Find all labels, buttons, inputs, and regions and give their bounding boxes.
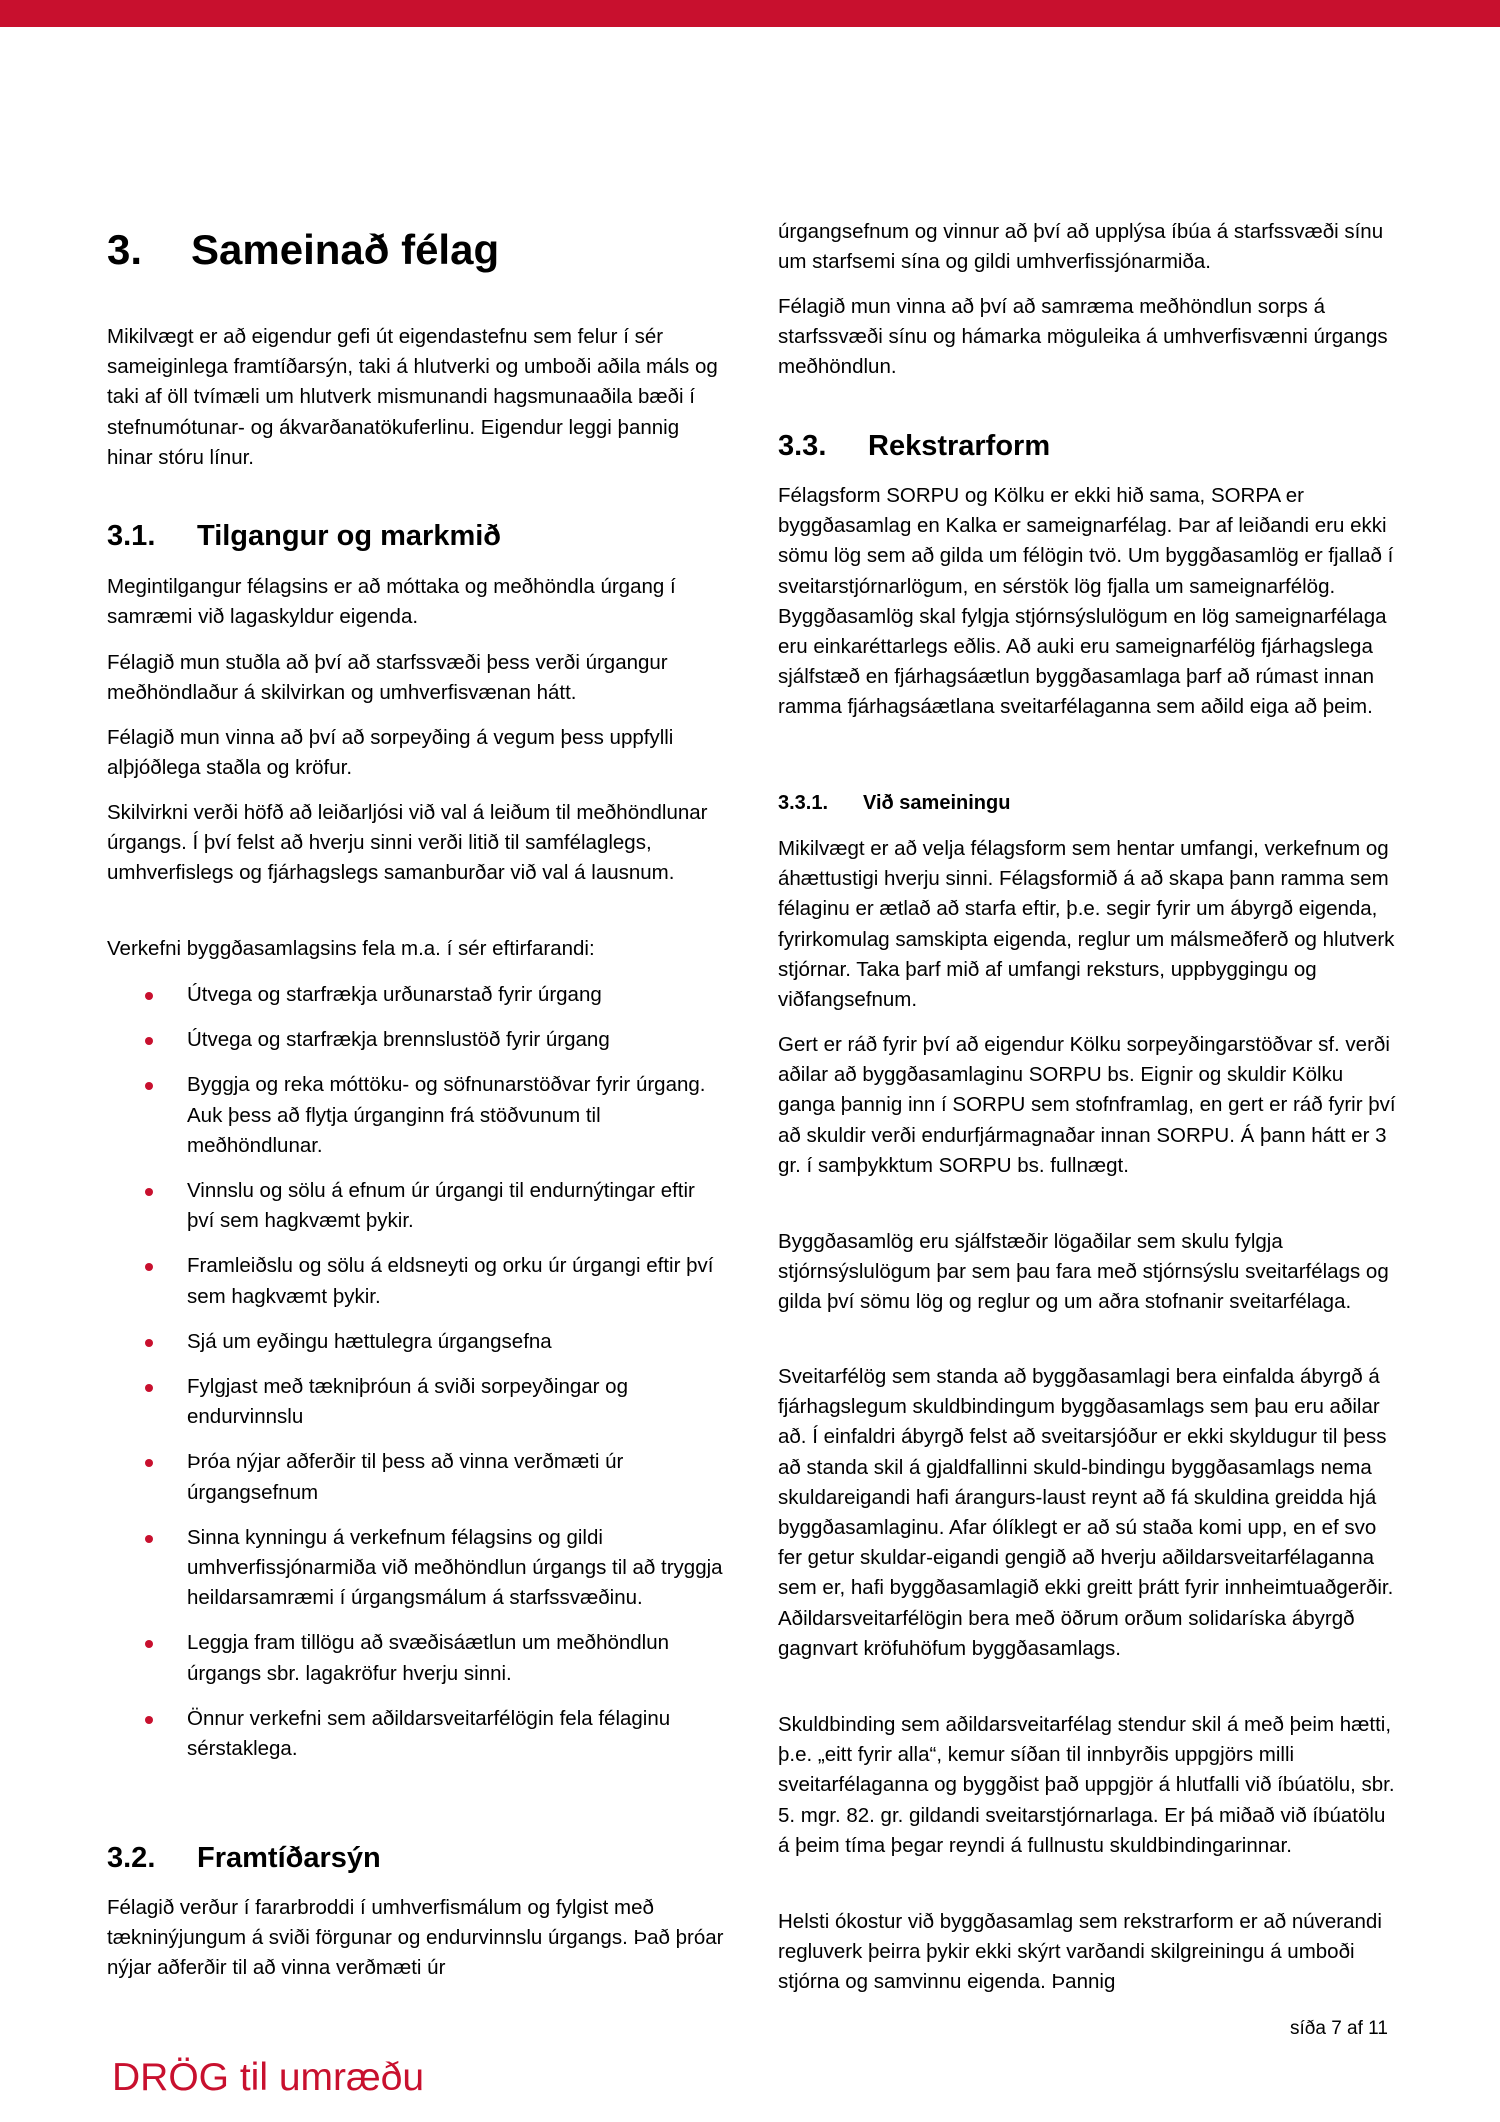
section-number: 3.1. xyxy=(107,520,156,552)
paragraph: Félagsform SORPU og Kölku er ekki hið sama, SORPA er byggðasamlag en Kalka er sameignarfélag. Þar af leiðandi eru ekki sömu lög sem að gilda um félögin tvö. Um byggðasamlög er fjallað í sveitarstjórnarlögum, en sérstök lög fjalla um sameignarfélög. Byggðasamlög skal fylgja stjórnsýslulögum en lög sameignarfélaga eru einkaréttarlegs eðlis. Að auki eru sameignarfélög fjárhagslega sjálfstæð en fjárhagsáætlun byggðasamlaga þarf að rúmast innan ramma fjárhagsáætlana sveitarfélaganna sem aðild eiga að þeim. xyxy=(778,484,1394,719)
paragraph: Félagið mun vinna að því að sorpeyðing á vegum þess uppfylli alþjóðlega staðla og kröfur. xyxy=(107,726,674,780)
list-item: Sinna kynningu á verkefnum félagsins og gildi umhverfissjónarmiða við meðhöndlun úrgangs til að tryggja heildarsamræmi í úrgangsmálum á starfssvæðinu. xyxy=(107,1523,727,1614)
section-3-2-heading xyxy=(107,1840,727,1876)
task-list xyxy=(107,980,727,1779)
section-title: Framtíðarsýn xyxy=(197,1842,381,1874)
section-title: Tilgangur og markmið xyxy=(197,520,502,552)
page-number: síða 7 af 11 xyxy=(1290,2018,1388,2039)
paragraph: Sveitarfélög sem standa að byggðasamlagi bera einfalda ábyrgð á fjárhagslegum skuldbindingum byggðasamlags sem þau eru aðilar að. Í einfaldri ábyrgð felst að sveitarsjóður er ekki skyldugur til þess að standa skil á gjaldfallinni skuld-bindingu byggðasamlags nema skuldareigandi hafi árangurs-laust reynt að fá skuldina greidda hjá byggðasamlaginu. Afar ólíklegt er að sú staða komi upp, en ef svo fer getur skuldar-eigandi gengið að hverju aðildarsveitarfélaganna sem er, hafi byggðasamlagið ekki greitt þrátt fyrir innheimtuaðgerðir. Aðildarsveitarfélögin bera með öðrum orðum solidaríska ábyrgð gagnvart kröfuhöfum byggðasamlags. xyxy=(778,1365,1394,1660)
paragraph: Félagið verður í fararbroddi í umhverfismálum og fylgist með tækninýjungum á sviði förgunar og endurvinnslu úrgangs. Það þróar nýjar aðferðir til að vinna verðmæti úr xyxy=(107,1896,724,1980)
list-item: Sjá um eyðingu hættulegra úrgangsefna xyxy=(107,1327,727,1357)
paragraph: Byggðasamlög eru sjálfstæðir lögaðilar sem skulu fylgja stjórnsýslulögum þar sem þau fara með stjórnsýslu sveitarfélags og gilda því sömu lög og reglur og um aðra stofnanir sveitarfélaga. xyxy=(778,1230,1389,1314)
section-number: 3.3. xyxy=(778,430,827,462)
list-item: Fylgjast með tækniþróun á sviði sorpeyðingar og endurvinnslu xyxy=(107,1372,727,1432)
paragraph: Félagið mun vinna að því að samræma meðhöndlun sorps á starfssvæði sínu og hámarka möguleika á umhverfisvænni úrgangs meðhöndlun. xyxy=(778,295,1388,379)
draft-label: DRÖG til umræðu xyxy=(112,2056,425,2099)
paragraph: Megintilgangur félagsins er að móttaka og meðhöndla úrgang í samræmi við lagaskyldur eigenda. xyxy=(107,575,676,629)
paragraph: úrgangsefnum og vinnur að því að upplýsa íbúa á starfssvæði sínu um starfsemi sína og gildi umhverfissjónarmiða. xyxy=(778,220,1384,274)
list-item: Útvega og starfrækja urðunarstað fyrir úrgang xyxy=(107,980,727,1010)
section-number: 3.2. xyxy=(107,1842,156,1874)
paragraph: Helsti ókostur við byggðasamlag sem rekstrarform er að núverandi regluverk þeirra þykir ekki skýrt varðandi skilgreiningu á umboði stjórna og samvinnu eigenda. Þannig xyxy=(778,1910,1382,1994)
top-accent-bar xyxy=(0,0,1500,27)
list-item: Byggja og reka móttöku- og söfnunarstöðvar fyrir úrgang. Auk þess að flytja úrganginn frá stöðvunum til meðhöndlunar. xyxy=(107,1070,727,1161)
list-item: Vinnslu og sölu á efnum úr úrgangi til endurnýtingar eftir því sem hagkvæmt þykir. xyxy=(107,1176,727,1236)
section-title: Sameinað félag xyxy=(191,226,500,273)
paragraph: Mikilvægt er að velja félagsform sem hentar umfangi, verkefnum og áhættustigi hverju sinni. Félagsformið á að skapa þann ramma sem félaginu er ætlað að starfa eftir, þ.e. segir fyrir um ábyrgð eigenda, fyrirkomulag samskipta eigenda, reglur um málsmeðferð og hlutverk stjórnar. Taka þarf mið af umfangi reksturs, uppbyggingu og viðfangsefnum. xyxy=(778,837,1395,1012)
section-3-3-1-heading xyxy=(778,789,1398,817)
list-item: Önnur verkefni sem aðildarsveitarfélögin fela félaginu sérstaklega. xyxy=(107,1704,727,1764)
paragraph: Skuldbinding sem aðildarsveitarfélag stendur skil á með þeim hætti, þ.e. „eitt fyrir alla“, kemur síðan til innbyrðis uppgjörs milli sveitarfélaganna og byggðist það uppgjör á hlutfalli við íbúatölu, sbr. 5. mgr. 82. gr. gildandi sveitarstjórnarlaga. Er þá miðað við íbúatölu á þeim tíma þegar reyndi á fullnustu skuldbindingarinnar. xyxy=(778,1713,1395,1857)
list-item: Leggja fram tillögu að svæðisáætlun um meðhöndlun úrgangs sbr. lagakröfur hverju sinni. xyxy=(107,1628,727,1688)
section-number: 3.3.1. xyxy=(778,792,829,814)
section-3-3-heading xyxy=(778,428,1398,464)
section-3-heading xyxy=(107,225,727,275)
section-title: Við sameiningu xyxy=(863,792,1011,814)
section-number: 3. xyxy=(107,226,143,273)
paragraph: Verkefni byggðasamlagsins fela m.a. í sér eftirfarandi: xyxy=(107,937,595,960)
list-item: Framleiðslu og sölu á eldsneyti og orku úr úrgangi eftir því sem hagkvæmt þykir. xyxy=(107,1251,727,1311)
list-item: Útvega og starfrækja brennslustöð fyrir úrgang xyxy=(107,1025,727,1055)
intro-paragraph: Mikilvægt er að eigendur gefi út eigendastefnu sem felur í sér sameiginlega framtíðarsýn, taki á hlutverki og umboði aðila máls og taki af öll tvímæli um hlutverk mismunandi hagsmunaaðila bæði í stefnumótunar- og ákvarðanatökuferlinu. Eigendur leggi þannig hinar stóru línur. xyxy=(107,325,718,469)
list-item: Þróa nýjar aðferðir til þess að vinna verðmæti úr úrgangsefnum xyxy=(107,1447,727,1507)
paragraph: Gert er ráð fyrir því að eigendur Kölku sorpeyðingarstöðvar sf. verði aðilar að byggðasamlaginu SORPU bs. Eignir og skuldir Kölku ganga þannig inn í SORPU sem stofnframlag, en gert er ráð fyrir því að skuldir verði endurfjármagnaðar innan SORPU. Á þann hátt er 3 gr. í samþykktum SORPU bs. fullnægt. xyxy=(778,1033,1396,1177)
paragraph: Félagið mun stuðla að því að starfssvæði þess verði úrgangur meðhöndlaður á skilvirkan og umhverfisvænan hátt. xyxy=(107,651,668,705)
section-title: Rekstrarform xyxy=(868,430,1051,462)
section-3-1-heading xyxy=(107,518,727,554)
paragraph: Skilvirkni verði höfð að leiðarljósi við val á leiðum til meðhöndlunar úrgangs. Í því felst að hverju sinni verði litið til samfélaglegs, umhverfislegs og fjárhagslegs samanburðar við val á lausnum. xyxy=(107,801,708,885)
